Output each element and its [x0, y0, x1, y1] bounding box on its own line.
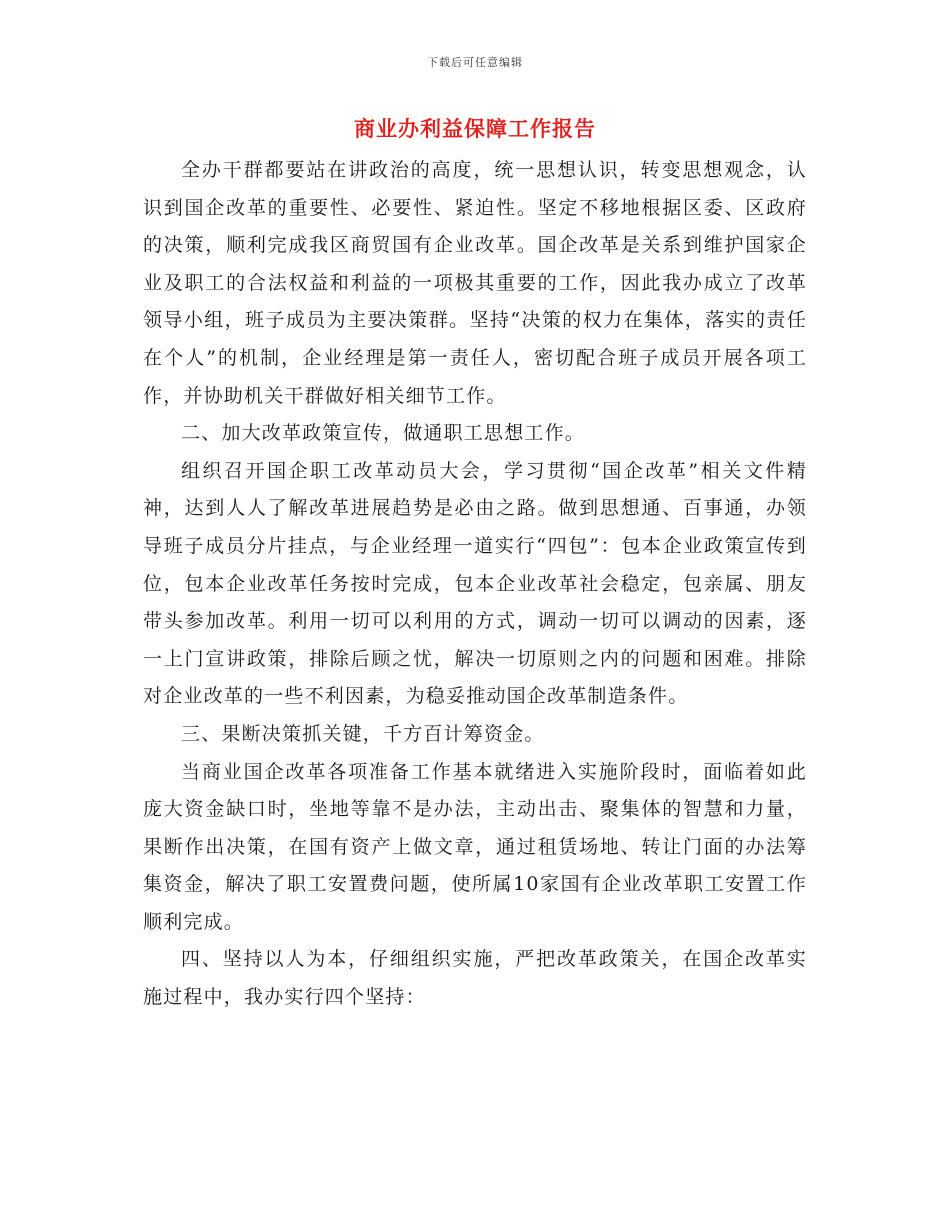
paragraph: 组织召开国企职工改革动员大会，学习贯彻“国企改革”相关文件精神，达到人人了解改革进展趋势是必由之路。做到思想通、百事通，办领导班子成员分片挂点，与企业经理一道实行“四包”：包本企业政策宣传到位，包本企业改革任务按时完成，包本企业改革社会稳定，包亲属、朋友带头参加改革。利用一切可以利用的方式，调动一切可以调动的因素，逐一上门宣讲政策，排除后顾之忧，解决一切原则之内的问题和困难。排除对企业改革的一些不利因素，为稳妥推动国企改革制造条件。 — [143, 459, 807, 708]
header-note: 下载后可任意编辑 — [427, 56, 523, 69]
paragraph: 四、坚持以人为本，仔细组织实施，严把改革政策关，在国企改革实施过程中，我办实行四个坚持： — [143, 948, 807, 1009]
paragraph: 当商业国企改革各项准备工作基本就绪进入实施阶段时，面临着如此庞大资金缺口时，坐地等靠不是办法，主动出击、聚集体的智慧和力量，果断作出决策，在国有资产上做文章，通过租赁场地、转让门面的办法筹集资金，解决了职工安置费问题，使所属10家国有企业改革职工安置工作顺利完成。 — [143, 760, 807, 933]
paragraph: 全办干群都要站在讲政治的高度，统一思想认识，转变思想观念，认识到国企改革的重要性、必要性、紧迫性。坚定不移地根据区委、区政府的决策，顺利完成我区商贸国有企业改革。国企改革是关系到维护国家企业及职工的合法权益和利益的一项极其重要的工作，因此我办成立了改革领导小组，班子成员为主要决策群。坚持“决策的权力在集体，落实的责任在个人”的机制，企业经理是第一责任人，密切配合班子成员开展各项工作，并协助机关干群做好相关细节工作。 — [143, 159, 807, 407]
document-title: 商业办利益保障工作报告 — [354, 116, 596, 141]
document-body — [143, 152, 807, 1017]
section-heading: 三、果断决策抓关键，千方百计筹资金。 — [181, 722, 545, 745]
section-heading: 二、加大改革政策宣传，做通职工思想工作。 — [181, 422, 586, 445]
